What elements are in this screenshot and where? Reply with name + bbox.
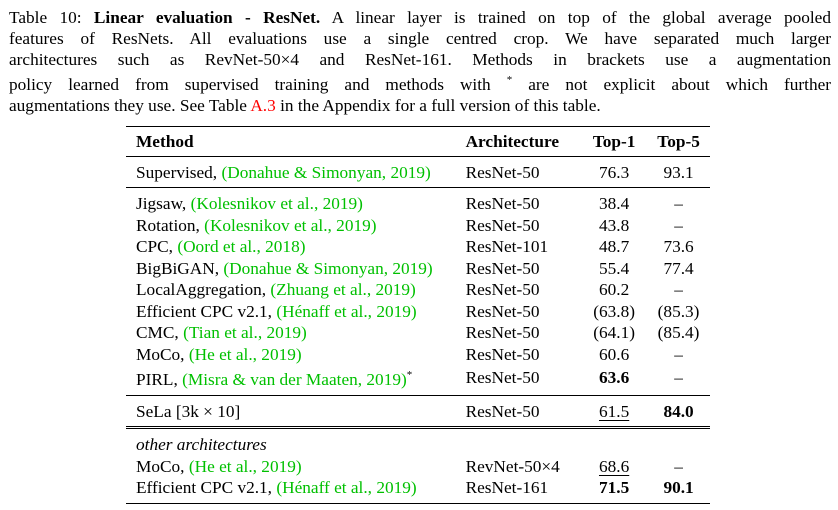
top5-cell: 84.0	[647, 395, 710, 428]
caption-line-4	[9, 70, 831, 95]
citation-year[interactable]: 2019	[336, 215, 371, 235]
top1-cell	[581, 456, 647, 478]
method-name: CPC,	[136, 237, 173, 256]
method-name: PIRL,	[136, 370, 178, 389]
top1-cell: 38.4	[598, 194, 630, 213]
citation-year[interactable]: 2019	[266, 323, 302, 342]
caption-line1-text: A linear layer is trained on top of the global average pooled	[331, 8, 831, 27]
caption-title: Linear evaluation - ResNet.	[93, 8, 321, 27]
method-cell: Efficient CPC v2.1, (Hénaff et al., 2019)	[136, 301, 417, 321]
method-name: Jigsaw,	[136, 194, 187, 213]
arch-cell: ResNet-50	[462, 395, 582, 428]
caption-star: *	[506, 74, 513, 86]
top1-cell: 43.8	[598, 215, 630, 235]
method-name: BigBiGAN,	[136, 258, 220, 278]
top5-cell: –	[647, 365, 710, 395]
citation-link[interactable]: Hénaff et al.	[282, 478, 368, 497]
citation-close: )	[425, 162, 431, 182]
citation-year[interactable]: 2019	[261, 456, 296, 476]
arch-cell: ResNet-50	[465, 258, 540, 278]
caption-line5-a: augmentations they use. See Table	[9, 96, 247, 115]
method-rows	[126, 188, 710, 366]
method-name: Efficient CPC v2.1,	[136, 478, 273, 497]
method-cell: Jigsaw, (Kolesnikov et al., 2019)	[136, 194, 363, 213]
method-cell: SeLa [3k × 10]	[126, 395, 462, 428]
citation-year[interactable]: 2019	[322, 194, 358, 213]
citation-link[interactable]: Donahue & Simonyan	[229, 258, 384, 278]
caption-line-3: architectures such as RevNet-50×4 and ResNet-161. Methods in brackets use a augmentation	[9, 50, 831, 69]
arch-cell: ResNet-50	[465, 280, 540, 299]
top1-underlined: 68.6	[598, 456, 630, 476]
method-name: LocalAggregation,	[136, 280, 267, 299]
top5-cell: (85.3)	[657, 301, 700, 321]
arch-cell: ResNet-50	[465, 194, 540, 213]
arch-cell: ResNet-50	[462, 365, 582, 395]
citation-link[interactable]: Oord et al.	[183, 237, 257, 256]
arch-cell: ResNet-161	[462, 477, 582, 503]
arch-cell: ResNet-50	[465, 215, 540, 235]
top1-cell: 48.7	[598, 237, 630, 256]
method-name: Supervised,	[136, 162, 218, 182]
citation-year[interactable]: 2018	[265, 237, 300, 256]
results-table-wrap	[126, 126, 710, 504]
citation-link[interactable]: Donahue & Simonyan	[227, 162, 382, 182]
method-name: MoCo,	[136, 344, 185, 364]
top5-cell: –	[674, 194, 683, 213]
citation-link[interactable]: Misra & van der Maaten	[187, 370, 358, 389]
citation-link[interactable]: Zhuang et al.	[276, 280, 367, 299]
method-cell: CMC, (Tian et al., 2019)	[136, 323, 307, 342]
header-architecture: Architecture	[462, 127, 582, 157]
method-cell: MoCo, (He et al., 2019)	[136, 344, 302, 364]
method-name: Efficient CPC v2.1,	[136, 301, 273, 321]
header-method: Method	[126, 127, 462, 157]
method-cell: CPC, (Oord et al., 2018)	[136, 237, 306, 256]
method-row	[126, 279, 710, 301]
citation-year[interactable]: 2019	[366, 370, 401, 389]
method-name: Rotation,	[136, 215, 200, 235]
header-top5: Top-5	[647, 127, 710, 157]
arch-cell: ResNet-50	[462, 156, 582, 188]
pirl-row	[126, 365, 710, 395]
caption-label: Table 10:	[9, 8, 82, 27]
method-name: MoCo,	[136, 456, 185, 476]
top5-cell: 90.1	[647, 477, 710, 503]
method-row	[126, 344, 710, 366]
results-table	[126, 126, 710, 504]
star-mark: *	[406, 369, 413, 381]
citation-year[interactable]: 2019	[261, 344, 296, 364]
method-cell: PIRL, (Misra & van der Maaten, 2019)*	[126, 365, 462, 395]
other-architectures-row	[126, 428, 710, 456]
arch-cell: ResNet-50	[465, 323, 540, 342]
method-row	[126, 258, 710, 280]
top1-cell: 55.4	[598, 258, 630, 278]
method-cell: BigBiGAN, (Donahue & Simonyan, 2019)	[136, 258, 433, 278]
top1-cell	[581, 395, 647, 428]
top1-cell: 76.3	[581, 156, 647, 188]
method-name: CMC,	[136, 323, 179, 342]
top5-cell: –	[674, 280, 683, 299]
citation-year[interactable]: 2019	[390, 162, 425, 182]
top1-cell: 63.6	[581, 365, 647, 395]
header-top1: Top-1	[581, 127, 647, 157]
citation-link[interactable]: He et al.	[194, 456, 253, 476]
citation-year[interactable]: 2019	[392, 258, 427, 278]
arch-cell: ResNet-50	[465, 301, 540, 321]
method-cell: LocalAggregation, (Zhuang et al., 2019)	[136, 280, 416, 299]
method-cell	[126, 156, 462, 188]
citation-year[interactable]: 2019	[376, 301, 411, 321]
cpc-big-row	[126, 477, 710, 503]
citation-link[interactable]: Kolesnikov et al.	[196, 194, 314, 213]
top5-cell: –	[674, 215, 683, 235]
method-row	[126, 215, 710, 237]
citation-link[interactable]: Hénaff et al.	[282, 301, 368, 321]
top5-cell: –	[674, 456, 683, 476]
top1-cell: 60.2	[598, 280, 630, 299]
supervised-row	[126, 156, 710, 188]
top5-cell: 73.6	[663, 237, 694, 256]
sela-row	[126, 395, 710, 428]
method-row	[126, 301, 710, 323]
citation-year[interactable]: 2019	[376, 478, 411, 497]
top5-cell: (85.4)	[657, 323, 700, 342]
section-label: other architectures	[136, 435, 267, 454]
top1-cell: 60.6	[598, 344, 630, 364]
caption-line5-b: in the Appendix for a full version of this table.	[280, 96, 601, 115]
caption-line4-a: policy learned from supervised training and methods with	[9, 75, 491, 94]
caption-line-5	[9, 95, 831, 116]
method-row	[126, 236, 710, 258]
top1-underlined: 61.5	[598, 401, 630, 421]
arch-cell: ResNet-101	[465, 237, 549, 256]
arch-cell: RevNet-50×4	[465, 456, 560, 476]
citation-open: (	[221, 162, 228, 182]
top1-cell: 71.5	[581, 477, 647, 503]
top5-cell: 93.1	[647, 156, 710, 188]
citation-link[interactable]: He et al.	[194, 344, 253, 364]
appendix-table-link[interactable]: A.3	[250, 96, 276, 115]
top5-cell: 77.4	[663, 258, 694, 278]
moco-big-row	[126, 456, 710, 478]
method-cell: Rotation, (Kolesnikov et al., 2019)	[136, 215, 377, 235]
caption-line4-b: are not explicit about which further	[528, 75, 832, 94]
method-row	[126, 188, 710, 215]
method-cell: Efficient CPC v2.1, (Hénaff et al., 2019)	[126, 477, 462, 503]
citation-year[interactable]: 2019	[375, 280, 411, 299]
top5-cell: –	[674, 344, 683, 364]
top1-cell: (63.8)	[593, 301, 635, 321]
caption-line-1	[9, 7, 831, 28]
top1-cell: (64.1)	[593, 323, 635, 342]
citation-sep: ,	[381, 162, 387, 182]
citation-link[interactable]: Kolesnikov et al.	[209, 215, 328, 235]
method-cell: MoCo, (He et al., 2019)	[136, 456, 302, 476]
citation-link[interactable]: Tian et al.	[188, 323, 258, 342]
header-row	[126, 127, 710, 157]
arch-cell: ResNet-50	[465, 344, 540, 364]
caption-line-2: features of ResNets. All evaluations use a single centred crop. We have separated much larger	[9, 29, 831, 48]
table-caption	[9, 7, 831, 116]
method-row	[126, 322, 710, 344]
